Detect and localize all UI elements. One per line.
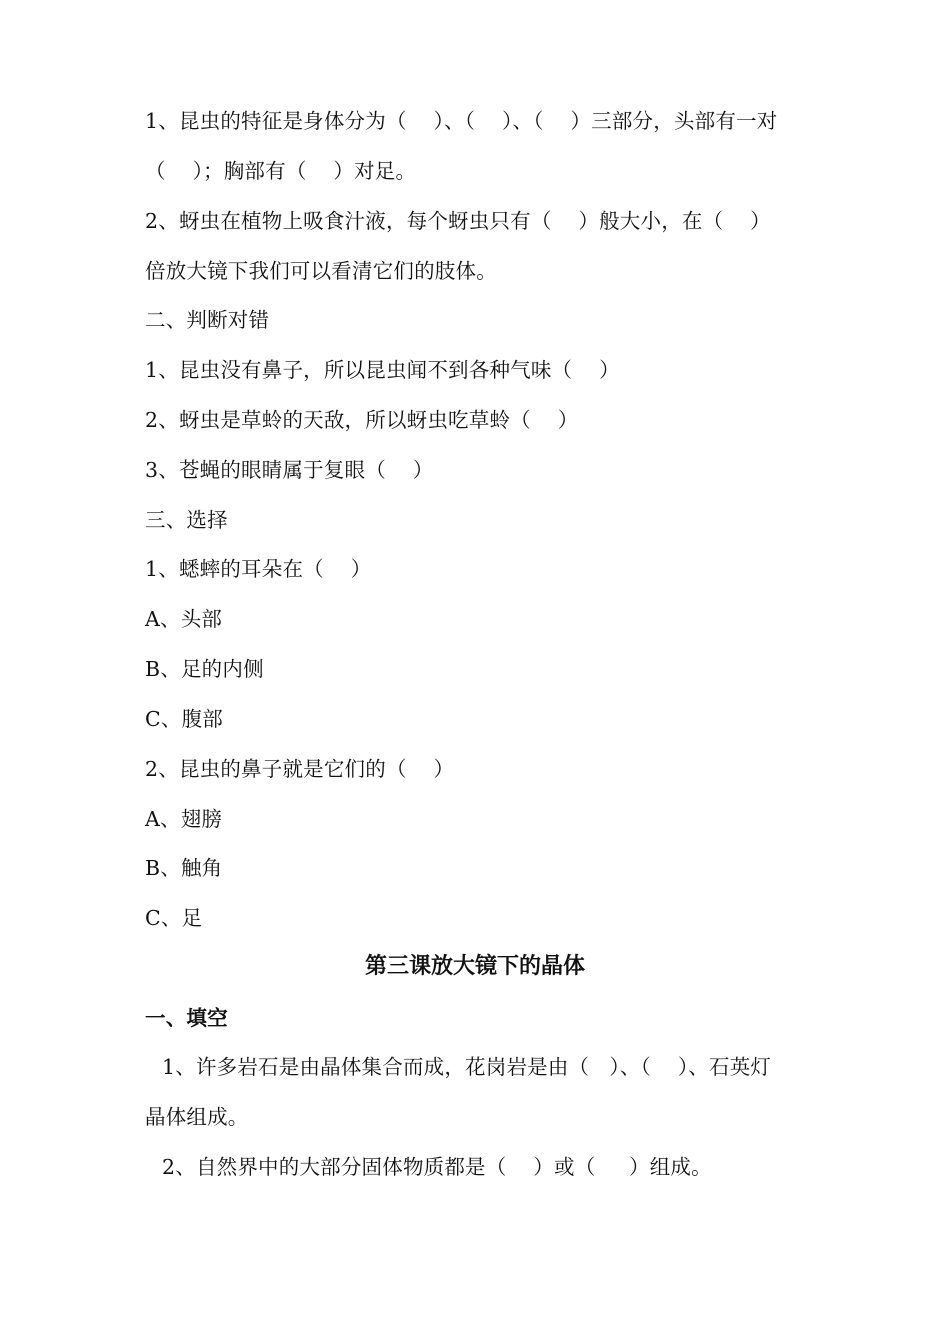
choice-question-2-option-c: C、足 [145,906,203,930]
lesson-question-2: 2、自然界中的大部分固体物质都是（ ）或（ ）组成。 [162,1155,712,1179]
true-false-question-2: 2、蚜虫是草蛉的天敌，所以蚜虫吃草蛉（ ） [145,408,579,432]
fill-blank-question-2-line-1: 2、蚜虫在植物上吸食汁液，每个蚜虫只有（ ）般大小，在（ ） [145,209,771,233]
lesson-question-1-line-2: 晶体组成。 [145,1105,249,1129]
fill-blank-question-1-line-1: 1、昆虫的特征是身体分为（ ）、（ ）、（ ）三部分，头部有一对 [145,109,778,133]
fill-blank-question-2-line-2: 倍放大镜下我们可以看清它们的肢体。 [145,259,497,283]
lesson-question-1-line-1: 1、许多岩石是由晶体集合而成，花岗岩是由（ ）、（ ）、石英灯 [162,1055,772,1079]
choice-question-1-option-a: A、头部 [145,607,223,631]
true-false-question-3: 3、苍蝇的眼睛属于复眼（ ） [145,458,434,482]
choice-question-2-option-b: B、触角 [145,856,223,880]
lesson-title: 第三课放大镜下的晶体 [364,954,585,979]
section-heading-choice: 三、选择 [145,508,228,532]
choice-question-1-option-c: C、腹部 [145,707,223,731]
choice-question-1: 1、蟋蟀的耳朵在（ ） [145,557,372,581]
section-heading-true-false: 二、判断对错 [145,308,270,332]
lesson-section-heading-fill-blank: 一、填空 [145,1006,228,1030]
fill-blank-question-1-line-2: （ ）；胸部有（ ）对足。 [145,159,417,183]
choice-question-2-option-a: A、翅膀 [145,807,223,831]
true-false-question-1: 1、昆虫没有鼻子，所以昆虫闻不到各种气味（ ） [145,358,620,382]
choice-question-1-option-b: B、足的内侧 [145,657,264,681]
choice-question-2: 2、昆虫的鼻子就是它们的（ ） [145,757,455,781]
